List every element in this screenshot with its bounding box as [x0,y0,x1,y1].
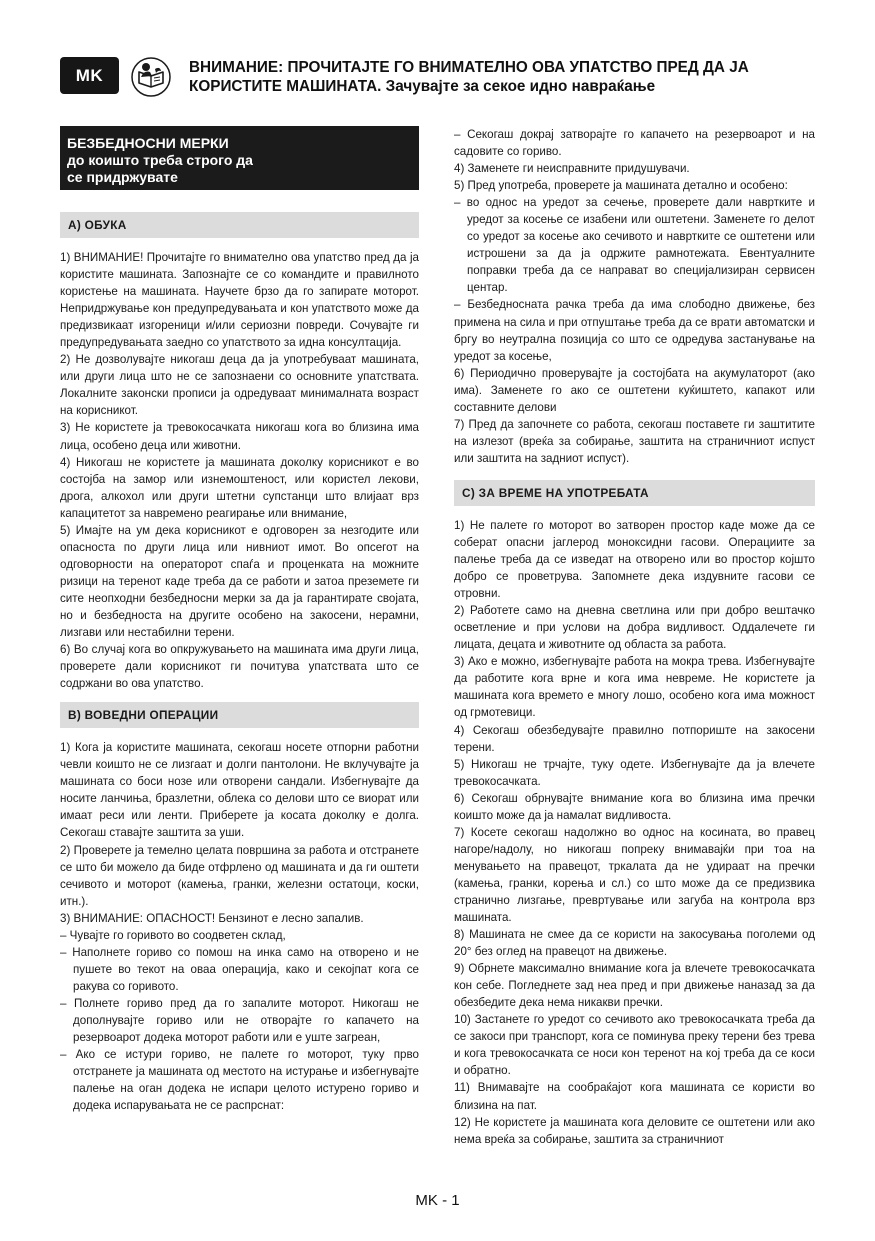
section-b-item: 2) Проверете ја темелно целата површина за работа и отстранете се што би можело да биде отфрлено од машината и да ги оштети сечивото и моторот (камења, гранки, железни остатоци, коски, итн.). [60,843,419,908]
safety-title-block [60,126,419,190]
section-a-item: 1) ВНИМАНИЕ! Прочитајте го внимателно ова упатство пред да ја користите машината. Запознајте се со командите и правилното користење на машината. Научете брзо да го запирате моторот. Непридржување кон предупредувањата и кон упатството може да предизвикаат изгореници и/или сериозни повреди. Сочувајте ги предупредувањата заедно со упатството за идна консултација. [60,251,419,350]
right-column [454,126,815,1148]
section-b-heading: В) ВОВЕДНИ ОПЕРАЦИИ [60,702,419,728]
section-c-item: 9) Обрнете максимално внимание кога ја влечете тревокосачката кон себе. Погледнете зад неа пред и при движење наназад за да обезбедите дека нема никакви пречки. [454,962,815,1010]
section-a-item: 5) Имајте на ум дека корисникот е одговорен за незгодите или опасноста по други лица или нивниот имот. Во опсегот на одговорности на операторот спаѓа и проценката на можните ризици на теренот каде треба да се работи и затоа преземете ги сите неопходни безбедносни мерки за да ја гарантирате својата, но и безбедноста на другите особено на закосени, нерамни, лизгави или нестабилни терени. [60,523,419,640]
section-c-item: 4) Секогаш обезбедувајте правилно потпориште на закосени терени. [454,723,815,754]
section-b-item: 1) Кога ја користите машината, секогаш носете отпорни работни чевли коишто не се лизгаат и долги пантолони. Не вклучувајте ја машината со боси нозе или отворени сандали. Избегнувајте да носите ланчиња, бразлетни, облека со делови што се виорат или имаат реси или ленти. Приберете ја косата доколку е долга. Секогаш ставајте заштита за уши. [60,741,419,840]
warning-header [189,58,829,96]
continued-dash-item: – во однос на уредот за сечење, проверете дали навртките и уредот за косење се изабени или оштетени. Заменете го делот со уредот за косење ако сечивото и навртките се оштетени или истрошени за да ја одржите рамнотежата. Евентуалните поправки треба да се направат во специјализиран сервисен центар. [454,196,815,295]
section-a-item: 4) Никогаш не користете ја машината доколку корисникот е во состојба на замор или изнемоштеност, или користел лекови, дрога, алкохол или други штетни супстанци што влијаат врз капацитетот за навремено реагирање или внимание, [60,455,419,520]
section-b-dash-item: – Полнете гориво пред да го запалите моторот. Никогаш не дополнувајте гориво или не отворајте го капачето на резервоарот додека моторот работи или е уште загреан, [60,996,419,1045]
page-number: MK - 1 [415,1192,460,1209]
section-a-item: 2) Не дозволувајте никогаш деца да ја употребуваат машината, или други лица што не се запознаени со основните упатствата. Локалните законски прописи ја одредуваат минималната возраст на корисникот. [60,353,419,418]
section-a-item: 3) Не користете ја тревокосачката никогаш кога во близина има лица, особено деца или животни. [60,421,419,452]
safety-title-line-3: се придржувате [67,169,178,185]
continued-item: 4) Заменете ги неисправните придушувачи. [454,162,690,176]
section-c-item: 5) Никогаш не трчајте, туку одете. Избегнувајте да ја влечете тревокосачката. [454,757,815,788]
section-c-item: 10) Застанете го уредот со сечивото ако тревокосачката треба да се закоси при транспорт, кога се поминува преку терени без трева и кога тревокосачката се носи кон теренот на кој треба да се коси и обратно. [454,1013,815,1078]
safety-title-line-2: до коишто треба строго да [67,152,253,168]
continued-item: – Секогаш докрај затворајте го капачето на резервоарот и на садовите со гориво. [454,128,815,159]
language-badge: MK [60,57,119,94]
manual-reading-icon [131,57,171,97]
section-c-item: 2) Работете само на дневна светлина или при добро вештачко осветление и при услови на добра видливост. Оддалечете ги лицата, децата и животните од областа за работа. [454,604,815,652]
section-b-item: 3) ВНИМАНИЕ: ОПАСНОСТ! Бензинот е лесно запалив. [60,911,364,925]
section-c-item: 1) Не палете го моторот во затворен простор каде може да се соберат опасни јаглерод моноксидни гасови. Операциите за палење треба да се изведат на отворено или во простор којшто добро се проветрува. Запомнете дека издувните гасови се отровни. [454,518,815,601]
section-a-heading: А) ОБУКА [60,212,419,238]
section-c-item: 3) Ако е можно, избегнувајте работа на мокра трева. Избегнувајте да работите кога врне и кога има невреме. Не користете ја машината кога времето е многу лошо, особено кога има можност од грмотевици. [454,655,815,720]
safety-title-line-1: БЕЗБЕДНОСНИ МЕРКИ [67,135,229,151]
section-b-dash-item: – Ако се истури гориво, не палете го моторот, туку прво отстранете ја машината од местото на истурање и избегнувајте палење на оган додека не испари целото истурено гориво и додека испарувањата не се распрснат: [60,1048,419,1113]
section-c-item: 11) Внимавајте на сообраќајот кога машината се користи во близина на пат. [454,1081,815,1112]
section-c-item: 12) Не користете ја машината кога деловите се оштетени или ако нема вреќа за собирање, заштита за страничниот [454,1115,815,1146]
section-b-dash-item: – Наполнете гориво со помош на инка само на отворено и не пушете во текот на оваа операција, како и секојпат кога се ракува со горивото. [60,945,419,993]
section-c-item: 6) Секогаш обрнувајте внимание кога во близина има пречки коишто може да ја намалат видливоста. [454,791,815,822]
section-c-heading: С) ЗА ВРЕМЕ НА УПОТРЕБАТА [454,480,815,506]
continued-item: 5) Пред употреба, проверете ја машината детално и особено: [454,179,788,193]
continued-item: – Безбедносната рачка треба да има слободно движење, без примена на сила и при отпуштање треба да се врати автоматски и бргу во неутрална позиција со што се одредува застанување на уредот за косење, [454,298,815,363]
section-c-item: 7) Косете секогаш надолжно во однос на косината, во правец нагоре/надолу, но никогаш попреку внимавајќи при тоа на менувањето на правецот, тркалата да не удираат на пречки (камења, гранки, корења и сл.) со што може да се предизвика странично лизгање, превртување или загуба на контрола врз машината. [454,825,815,925]
continued-item: 7) Пред да започнете со работа, секогаш поставете ги заштитите на излезот (вреќа за собирање, заштита на страничниот испуст или заштита на задниот испуст). [454,417,815,465]
section-c-item: 8) Машината не смее да се користи на закосувања поголеми од 20° без оглед на правецот на движење. [454,928,815,959]
section-b-dash-item: – Чувајте го горивото во соодветен склад, [60,928,286,942]
left-column [60,126,419,1114]
continued-item: 6) Периодично проверувајте ја состојбата на акумулаторот (ако има). Заменете го ако се оштетени куќиштето, капакот или составните делови [454,366,815,414]
warning-line-1: ВНИМАНИЕ: ПРОЧИТАЈТЕ ГО ВНИМАТЕЛНО ОВА УПАТСТВО ПРЕД ДА ЈА [189,59,749,76]
warning-line-2: КОРИСТИТЕ МАШИНАТА. Зачувајте за секое идно навраќање [189,78,656,95]
section-a-item: 6) Во случај кога во опкружувањето на машината има други лица, проверете дали корисникот ги почитува упатствата што се содржани во ова упатство. [60,643,419,691]
